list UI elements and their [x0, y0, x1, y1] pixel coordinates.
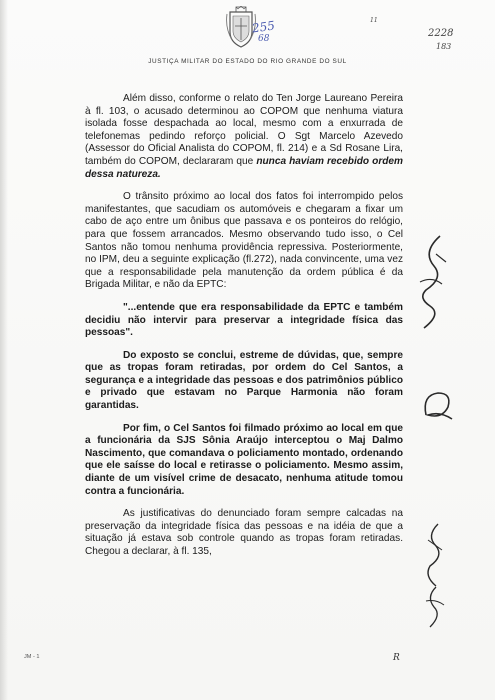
paragraph-1-text: Além disso, conforme o relato do Ten Jorge Laureano Pereira à fl. 103, o acusado determinou ao COPOM que nenhuma viatura isolada fosse despachada ao local, mesmo com a enxurrada de telefonemas pedindo reforço policial. O Sgt Marcelo Azevedo (Assessor do Oficial Analista do COPOM, fl. 214) e a Sd Rosane Lira, também do COPOM, declararam que — [85, 93, 403, 167]
page-sub-annotation: 183 — [436, 42, 452, 51]
institution-header: JUSTIÇA MILITAR DO ESTADO DO RIO GRANDE DO SUL — [148, 58, 347, 65]
document-body — [85, 93, 403, 569]
paragraph-conclusion: Do exposto se conclui, estreme de dúvidas, que, sempre que as tropas foram retiradas, por ordem do Cel Santos, a segurança e a integridade das pessoas e dos patrimônios público e privado que estavam no Parque Harmonia não foram garantidas. — [85, 349, 403, 412]
form-code: JM - 1 — [24, 654, 40, 660]
paragraph-1 — [85, 93, 403, 181]
stamp-sub-annotation: 68 — [258, 34, 270, 44]
quoted-statement: "...entende que era responsabilidade da EPTC e também decidiu não intervir para preservar a integridade física das pessoas". — [85, 301, 403, 339]
paragraph-final: Por fim, o Cel Santos foi filmado próximo ao local em que a funcionária da SJS Sônia Araújo interceptou o Maj Dalmo Nascimento, que comandava o policiamento montado, ordenando que ele saísse do local e retirasse o policiamento. Mesmo assim, diante de um visível crime de desacato, nenhuma atitude tomou contra a funcionária. — [85, 422, 403, 497]
corner-tick-annotation: 11 — [370, 17, 378, 24]
bottom-margin-mark: R — [393, 653, 400, 663]
margin-signature-4 — [420, 585, 450, 630]
page-number-annotation: 2228 — [428, 28, 454, 39]
stamp-number-annotation: 255 — [251, 18, 276, 36]
margin-signature-3 — [420, 520, 450, 590]
margin-signature-2 — [418, 385, 458, 425]
scan-edge-shadow — [0, 0, 8, 700]
margin-signature-1 — [412, 232, 452, 332]
paragraph-1-emphasis: nunca haviam recebido ordem dessa natureza. — [85, 155, 404, 180]
paragraph-2: O trânsito próximo ao local dos fatos foi interrompido pelos manifestantes, que sacudiam os automóveis e chegaram a fixar um cabo de aço entre um ônibus que passava e os ponteiros do relógio, para que fossem arrancados. Mesmo observando tudo isso, o Cel Santos não tomou nenhuma providência repressiva. Posteriormente, no IPM, deu a seguinte explicação (fl.272), nada convincente, uma vez que a responsabilidade pela manutenção da ordem pública é da Brigada Militar, e não da EPTC: — [85, 191, 403, 291]
paragraph-justifications: As justificativas do denunciado foram sempre calcadas na preservação da integridade física das pessoas e na idéia de que a situação já estava sob controle quando as tropas foram retiradas. Chegou a declarar, à fl. 135, — [85, 508, 403, 557]
